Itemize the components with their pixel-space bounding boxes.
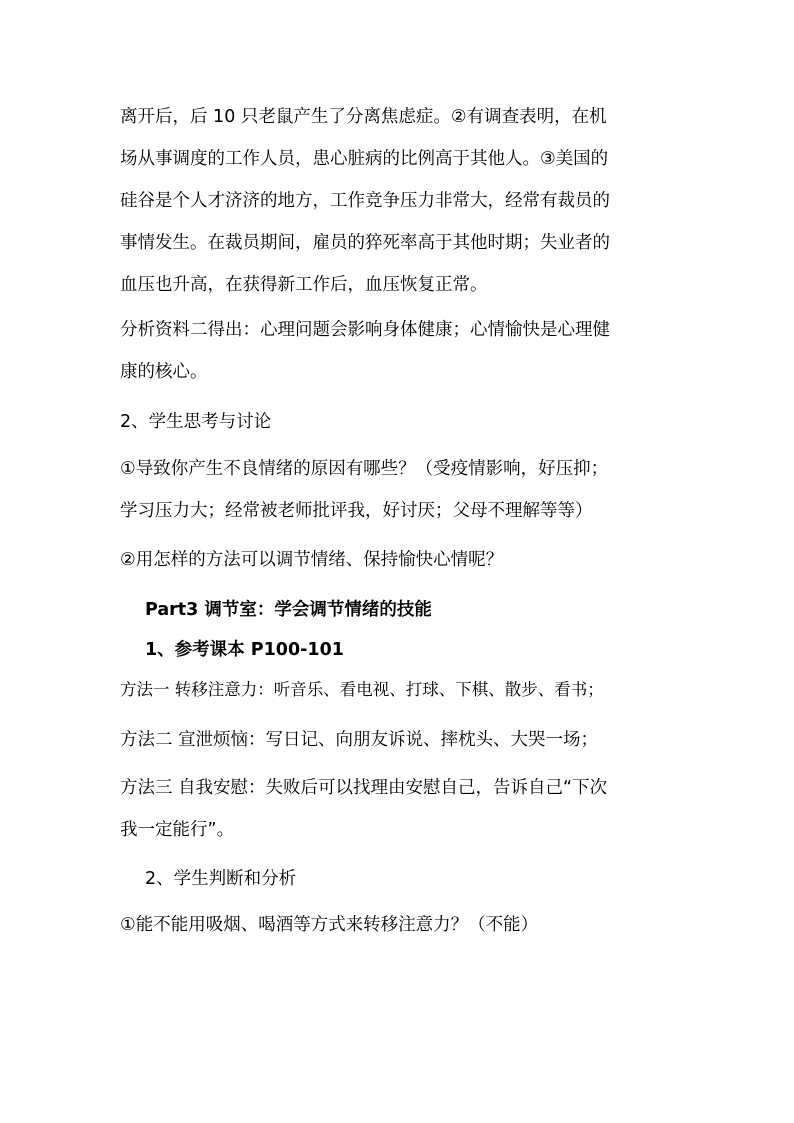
method-2 xyxy=(120,719,680,761)
text-line: 事情发生。在裁员期间，雇员的猝死率高于其他时期；失业者的 xyxy=(120,233,610,253)
part3-heading: Part3 调节室：学会调节情绪的技能 xyxy=(145,600,432,620)
text-line: ①能不能用吸烟、喝酒等方式来转移注意力？（不能） xyxy=(120,915,539,935)
text-line: 方法二 宣泄烦恼：写日记、向朋友诉说、摔枕头、大哭一场； xyxy=(120,730,599,750)
paragraph-experiment-results xyxy=(120,96,680,306)
text-line: 康的核心。 xyxy=(120,362,208,382)
heading-judge-analyze: 2、学生判断和分析 xyxy=(145,869,297,889)
text-line: 硅谷是个人才济济的地方，工作竞争压力非常大，经常有裁员的 xyxy=(120,191,610,211)
heading-think-discuss: 2、学生思考与讨论 xyxy=(120,412,272,432)
question-2 xyxy=(120,539,680,581)
text-line: 场从事调度的工作人员，患心脏病的比例高于其他人。③美国的 xyxy=(120,149,609,169)
text-line: 我一定能行”。 xyxy=(120,820,235,840)
question-1 xyxy=(120,448,680,532)
judge-question-1 xyxy=(120,904,680,946)
paragraph-analysis-conclusion xyxy=(120,309,680,393)
text-line: 学习压力大；经常被老师批评我，好讨厌；父母不理解等等） xyxy=(120,501,593,521)
method-3 xyxy=(120,767,680,851)
text-line: ①导致你产生不良情绪的原因有哪些？（受疫情影响，好压抑； xyxy=(120,459,609,479)
reference-heading: 1、参考课本 P100-101 xyxy=(145,640,344,660)
text-line: 方法三 自我安慰：失败后可以找理由安慰自己，告诉自己“下次 xyxy=(120,778,608,798)
text-line: 离开后，后 10 只老鼠产生了分离焦虑症。②有调查表明，在机 xyxy=(120,107,607,127)
text-line: ②用怎样的方法可以调节情绪、保持愉快心情呢？ xyxy=(120,550,504,570)
text-line: 分析资料二得出：心理问题会影响身体健康；心情愉快是心理健 xyxy=(120,320,610,340)
text-line: 方法一 转移注意力：听音乐、看电视、打球、下棋、散步、看书； xyxy=(120,680,604,699)
method-1 xyxy=(120,669,680,711)
text-line: 血压也升高，在获得新工作后，血压恢复正常。 xyxy=(120,275,488,295)
